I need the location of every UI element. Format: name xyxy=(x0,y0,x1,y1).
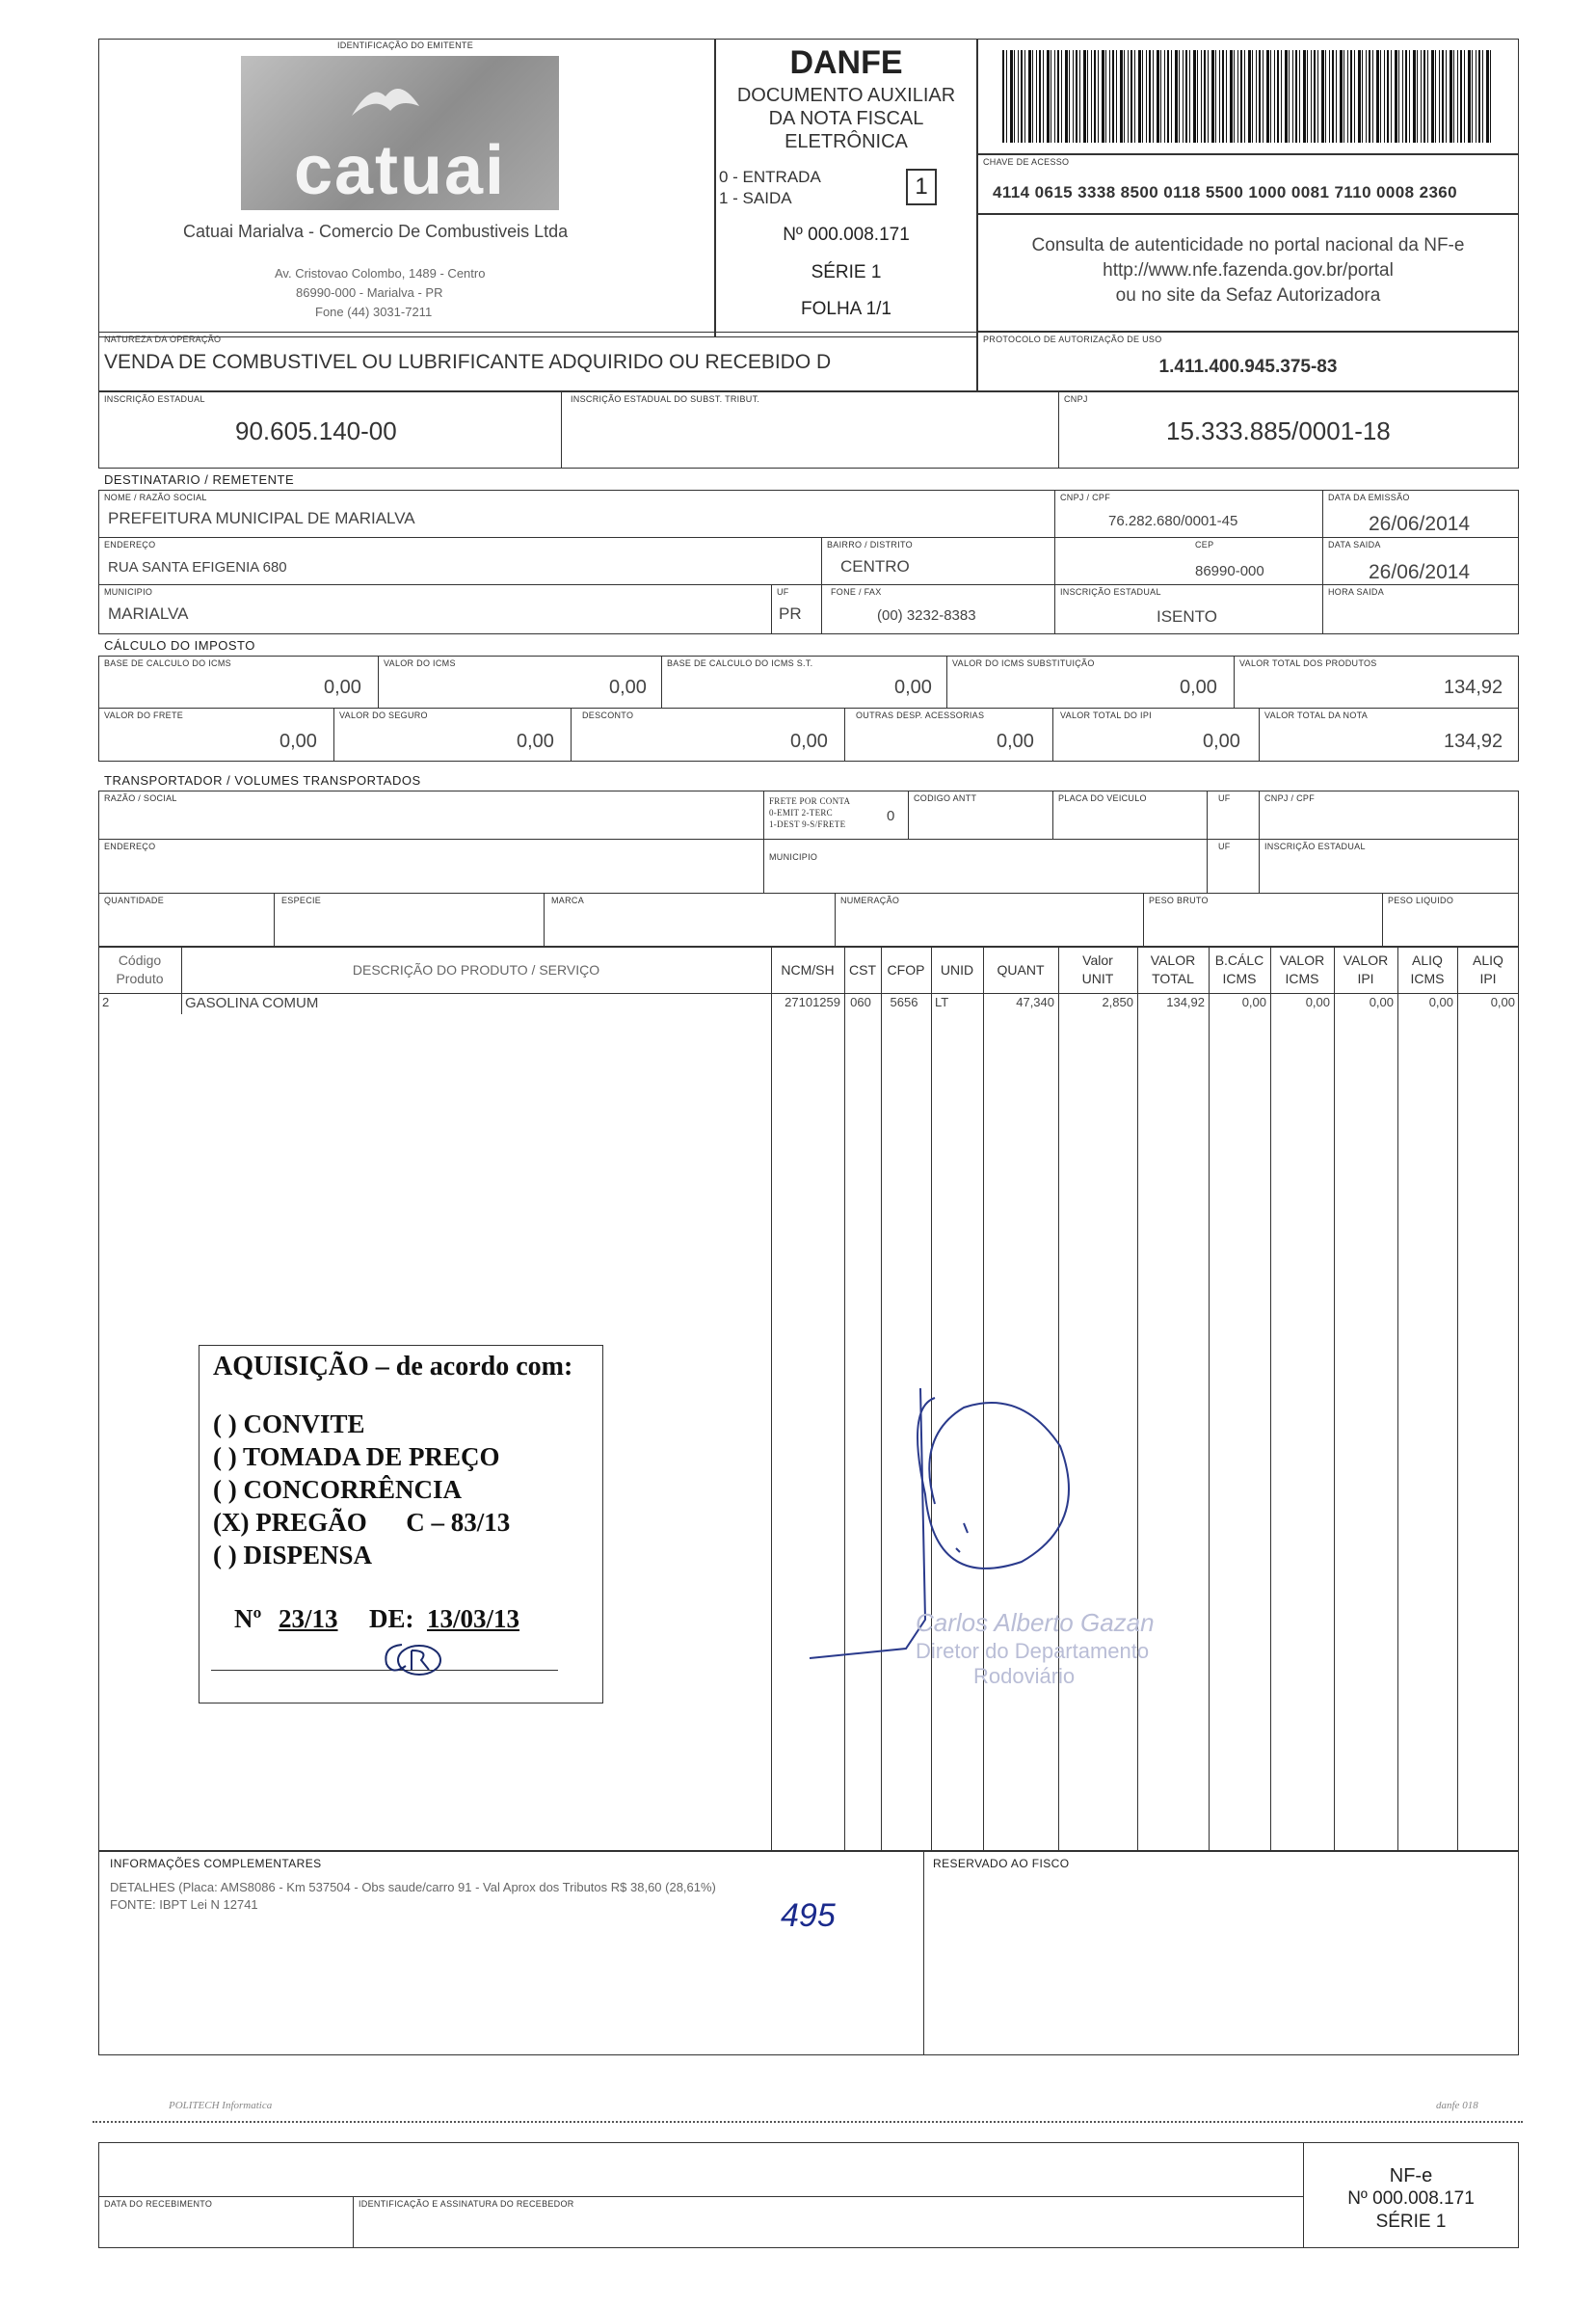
cut-line xyxy=(93,2121,1523,2123)
divider xyxy=(1052,708,1053,762)
desconto-value: 0,00 xyxy=(790,731,828,752)
table-column-divider xyxy=(1209,947,1210,1851)
divider xyxy=(835,893,836,947)
transp-municipio-label: MUNICIPIO xyxy=(769,852,818,862)
dest-ie: ISENTO xyxy=(1157,607,1217,626)
table-cell: 27101259 xyxy=(785,995,840,1009)
aquisicao-stamp xyxy=(199,1345,603,1703)
divider xyxy=(98,993,1519,994)
divider xyxy=(661,656,662,708)
transp-endereco-label: ENDEREÇO xyxy=(104,842,156,851)
divider xyxy=(923,1851,924,2055)
stamp-option-tomada: ( ) TOMADA DE PREÇO xyxy=(213,1442,500,1471)
peso-liquido-label: PESO LIQUIDO xyxy=(1388,896,1454,905)
emitente-section-label: IDENTIFICAÇÃO DO EMITENTE xyxy=(337,40,474,50)
divider xyxy=(274,893,275,947)
dest-cnpj-label: CNPJ / CPF xyxy=(1060,493,1111,502)
table-header-cell: NCM/SH xyxy=(781,962,835,978)
table-cell: 2 xyxy=(102,995,110,1009)
total-ipi-value: 0,00 xyxy=(1203,731,1240,752)
dest-endereco: RUA SANTA EFIGENIA 680 xyxy=(108,559,287,576)
peso-bruto-label: PESO BRUTO xyxy=(1149,896,1209,905)
table-header-cell: Valor UNIT xyxy=(1081,952,1114,986)
outras-value: 0,00 xyxy=(997,731,1034,752)
table-column-divider xyxy=(1334,947,1335,1851)
signature-stamp-line1: Carlos Alberto Gazan xyxy=(916,1608,1155,1637)
fisco-label: RESERVADO AO FISCO xyxy=(933,1857,1070,1870)
danfe-title: DANFE xyxy=(789,44,903,81)
table-header-cell: ALIQ IPI xyxy=(1473,952,1503,986)
emitente-address1: Av. Cristovao Colombo, 1489 - Centro xyxy=(275,266,486,281)
dest-bairro: CENTRO xyxy=(840,557,910,576)
total-nota-label: VALOR TOTAL DA NOTA xyxy=(1264,711,1369,720)
frete-value: 0 xyxy=(887,808,895,824)
transp-cnpj-label: CNPJ / CPF xyxy=(1264,793,1316,803)
frete-value: 0,00 xyxy=(279,731,317,752)
dest-fone-label: FONE / FAX xyxy=(831,587,882,597)
stamp-data-label: DE: xyxy=(369,1604,414,1633)
table-header-cell: CFOP xyxy=(887,962,925,978)
divider xyxy=(1207,791,1208,893)
stamp-option-dispensa: ( ) DISPENSA xyxy=(213,1541,373,1569)
tipo-box: 1 xyxy=(906,169,937,205)
table-column-divider xyxy=(1397,947,1398,1851)
valor-icms-value: 0,00 xyxy=(609,677,647,698)
divider xyxy=(98,708,1519,709)
transportador-section: TRANSPORTADOR / VOLUMES TRANSPORTADOS xyxy=(104,773,421,788)
table-column-divider xyxy=(1270,947,1271,1851)
base-icms-st-label: BASE DE CALCULO DO ICMS S.T. xyxy=(667,658,813,668)
total-produtos-value: 134,92 xyxy=(1444,677,1503,698)
table-cell: 2,850 xyxy=(1102,995,1133,1009)
icms-subst-value: 0,00 xyxy=(1180,677,1217,698)
dest-cep-label: CEP xyxy=(1195,540,1214,550)
table-cell: 134,92 xyxy=(1166,995,1205,1009)
consulta-line1: Consulta de autenticidade no portal nacional da NF-e xyxy=(1031,235,1465,255)
table-column-divider xyxy=(181,947,182,1014)
danfe-subtitle-2: DA NOTA FISCAL xyxy=(768,108,924,129)
divider xyxy=(98,584,1519,585)
saida-label: 1 - SAIDA xyxy=(719,189,792,207)
consulta-line2: http://www.nfe.fazenda.gov.br/portal xyxy=(1103,260,1394,281)
dest-emissao: 26/06/2014 xyxy=(1369,513,1471,535)
danfe-subtitle-3: ELETRÔNICA xyxy=(785,131,908,152)
danfe-folha: FOLHA 1/1 xyxy=(801,299,891,319)
footer-right: danfe 018 xyxy=(1436,2100,1478,2111)
base-icms-label: BASE DE CALCULO DO ICMS xyxy=(104,658,231,668)
table-cell: 0,00 xyxy=(1428,995,1453,1009)
table-header-cell: QUANT xyxy=(997,962,1045,978)
table-cell: LT xyxy=(935,995,949,1009)
stamp-initials xyxy=(373,1637,450,1679)
dest-hora-label: HORA SAIDA xyxy=(1328,587,1385,597)
table-header-cell: VALOR ICMS xyxy=(1279,952,1325,986)
dest-emissao-label: DATA DA EMISSÃO xyxy=(1328,493,1410,502)
stamp-option-concorrencia: ( ) CONCORRÊNCIA xyxy=(213,1475,462,1504)
logo-text: catuai xyxy=(293,132,507,209)
razao-label: RAZÃO / SOCIAL xyxy=(104,793,177,803)
informacoes-line2: FONTE: IBPT Lei N 12741 xyxy=(110,1897,258,1912)
protocolo-label: PROTOCOLO DE AUTORIZAÇÃO DE USO xyxy=(983,335,1162,344)
dest-endereco-label: ENDEREÇO xyxy=(104,540,156,550)
cnpj-label: CNPJ xyxy=(1064,394,1088,404)
divider xyxy=(353,2196,354,2248)
divider xyxy=(98,893,1519,894)
divider xyxy=(1058,391,1059,469)
numeracao-label: NUMERAÇÃO xyxy=(840,896,900,905)
table-cell: 47,340 xyxy=(1016,995,1054,1009)
handwritten-number: 495 xyxy=(781,1897,836,1934)
stamp-data: 13/03/13 xyxy=(427,1604,520,1633)
icms-subst-label: VALOR DO ICMS SUBSTITUIÇÃO xyxy=(952,658,1095,668)
table-cell: GASOLINA COMUM xyxy=(185,995,319,1011)
emitente-name: Catuai Marialva - Comercio De Combustiveis Ltda xyxy=(183,222,569,241)
divider xyxy=(1054,490,1055,634)
ie-value: 90.605.140-00 xyxy=(235,416,397,445)
divider xyxy=(378,656,379,708)
divider xyxy=(946,656,947,708)
stamp-numero: 23/13 xyxy=(279,1604,338,1633)
table-header-cell: UNID xyxy=(940,962,974,978)
chave-label: CHAVE DE ACESSO xyxy=(983,157,1070,167)
danfe-box xyxy=(715,39,977,337)
signature-stamp-line3: Rodoviário xyxy=(973,1664,1076,1688)
frete-line1: FRETE POR CONTA xyxy=(769,796,851,806)
seguro-value: 0,00 xyxy=(517,731,554,752)
total-nota-value: 134,92 xyxy=(1444,731,1503,752)
entrada-label: 0 - ENTRADA xyxy=(719,168,821,186)
divider xyxy=(333,708,334,762)
dest-nome: PREFEITURA MUNICIPAL DE MARIALVA xyxy=(108,509,415,527)
dest-saida-label: DATA SAIDA xyxy=(1328,540,1381,550)
table-column-divider xyxy=(1457,947,1458,1851)
natureza-value: VENDA DE COMBUSTIVEL OU LUBRIFICANTE ADQUIRIDO OU RECEBIDO D xyxy=(104,351,832,373)
danfe-subtitle-1: DOCUMENTO AUXILIAR xyxy=(736,85,956,106)
divider xyxy=(571,708,572,762)
footer-left: POLITECH Informatica xyxy=(169,2100,273,2111)
signature-stamp-line2: Diretor do Departamento xyxy=(916,1639,1150,1663)
table-header-cell: DESCRIÇÃO DO PRODUTO / SERVIÇO xyxy=(352,962,600,978)
quantidade-label: QUANTIDADE xyxy=(104,896,165,905)
chave-value: 4114 0615 3338 8500 0118 5500 1000 0081 7110 0008 2360 xyxy=(993,183,1458,201)
stamp-option-pregao: (X) PREGÃO C – 83/13 xyxy=(213,1508,511,1537)
stamp-title: AQUISIÇÃO – de acordo com: xyxy=(213,1352,573,1382)
dest-municipio-label: MUNICIPIO xyxy=(104,587,153,597)
informacoes-label: INFORMAÇÕES COMPLEMENTARES xyxy=(110,1857,322,1870)
table-header-cell: VALOR IPI xyxy=(1343,952,1389,986)
table-cell: 0,00 xyxy=(1241,995,1266,1009)
divider xyxy=(544,893,545,947)
divider xyxy=(98,839,1519,840)
divider xyxy=(1259,708,1260,762)
barcode xyxy=(1002,50,1494,143)
dest-uf-label: UF xyxy=(777,587,789,597)
table-cell: 0,00 xyxy=(1490,995,1515,1009)
outras-label: OUTRAS DESP. ACESSORIAS xyxy=(856,711,985,720)
total-ipi-label: VALOR TOTAL DO IPI xyxy=(1060,711,1152,720)
desconto-label: DESCONTO xyxy=(582,711,634,720)
frete-line3: 1-DEST 9-S/FRETE xyxy=(769,819,846,829)
divider xyxy=(1052,791,1053,839)
divider xyxy=(1382,893,1383,947)
stamp-option-convite: ( ) CONVITE xyxy=(213,1409,365,1438)
especie-label: ESPECIE xyxy=(281,896,322,905)
stamp-numero-label: Nº xyxy=(234,1604,262,1633)
seguro-label: VALOR DO SEGURO xyxy=(339,711,428,720)
divider xyxy=(98,2196,1303,2197)
dest-ie-label: INSCRIÇÃO ESTADUAL xyxy=(1060,587,1161,597)
frete-label: VALOR DO FRETE xyxy=(104,711,184,720)
dest-saida: 26/06/2014 xyxy=(1369,561,1471,583)
transp-uf2-label: UF xyxy=(1218,842,1231,851)
transp-ie-label: INSCRIÇÃO ESTADUAL xyxy=(1264,842,1366,851)
dest-nome-label: NOME / RAZÃO SOCIAL xyxy=(104,493,207,502)
data-recebimento-label: DATA DO RECEBIMENTO xyxy=(104,2199,213,2209)
table-cell: 0,00 xyxy=(1369,995,1394,1009)
ident-recebedor-label: IDENTIFICAÇÃO E ASSINATURA DO RECEBEDOR xyxy=(359,2199,574,2209)
divider xyxy=(1234,656,1235,708)
transp-uf-label: UF xyxy=(1218,793,1231,803)
divider xyxy=(561,391,562,469)
base-icms-st-value: 0,00 xyxy=(894,677,932,698)
ie-label: INSCRIÇÃO ESTADUAL xyxy=(104,394,205,404)
table-header-cell: VALOR TOTAL xyxy=(1150,952,1196,986)
cnpj-value: 15.333.885/0001-18 xyxy=(1166,416,1391,445)
divider xyxy=(98,537,1519,538)
frete-line2: 0-EMIT 2-TERC xyxy=(769,808,833,818)
divider xyxy=(844,708,845,762)
canhoto-nfe: NF-e xyxy=(1389,2165,1433,2186)
emitente-phone: Fone (44) 3031-7211 xyxy=(315,305,433,319)
canhoto-numero: Nº 000.008.171 xyxy=(1347,2188,1475,2209)
imposto-section: CÁLCULO DO IMPOSTO xyxy=(104,638,255,653)
valor-icms-label: VALOR DO ICMS xyxy=(384,658,456,668)
danfe-serie: SÉRIE 1 xyxy=(811,262,882,282)
table-header-cell: CST xyxy=(849,962,876,978)
table-cell: 5656 xyxy=(890,995,918,1009)
table-cell: 060 xyxy=(850,995,871,1009)
total-produtos-label: VALOR TOTAL DOS PRODUTOS xyxy=(1239,658,1377,668)
divider xyxy=(1259,791,1260,893)
placa-label: PLACA DO VEICULO xyxy=(1058,793,1147,803)
base-icms-value: 0,00 xyxy=(324,677,361,698)
dest-cnpj: 76.282.680/0001-45 xyxy=(1108,513,1238,529)
protocolo-value: 1.411.400.945.375-83 xyxy=(1158,357,1338,377)
dest-bairro-label: BAIRRO / DISTRITO xyxy=(827,540,913,550)
canhoto-serie: SÉRIE 1 xyxy=(1375,2212,1447,2232)
table-header-cell: Código Produto xyxy=(116,952,164,986)
divider xyxy=(1143,893,1144,947)
antt-label: CODIGO ANTT xyxy=(914,793,977,803)
consulta-line3: ou no site da Sefaz Autorizadora xyxy=(1115,285,1381,306)
divider xyxy=(908,791,909,839)
danfe-numero: Nº 000.008.171 xyxy=(783,225,910,245)
divider xyxy=(771,584,772,634)
table-header-cell: ALIQ ICMS xyxy=(1410,952,1445,986)
divider xyxy=(763,791,764,893)
company-logo xyxy=(241,56,559,210)
destinatario-section: DESTINATARIO / REMETENTE xyxy=(104,472,295,487)
natureza-label: NATUREZA DA OPERAÇÃO xyxy=(104,335,222,344)
dest-municipio: MARIALVA xyxy=(108,604,189,623)
marca-label: MARCA xyxy=(551,896,585,905)
dest-uf: PR xyxy=(779,604,802,623)
bird-icon xyxy=(347,77,424,125)
table-header-cell: B.CÁLC ICMS xyxy=(1214,952,1264,986)
ie-st-label: INSCRIÇÃO ESTADUAL DO SUBST. TRIBUT. xyxy=(571,394,760,404)
informacoes-line1: DETALHES (Placa: AMS8086 - Km 537504 - Obs saude/carro 91 - Val Aprox dos Tributos R$ 38,60 (28,61%) xyxy=(110,1880,716,1894)
emitente-address2: 86990-000 - Marialva - PR xyxy=(296,285,443,300)
table-cell: 0,00 xyxy=(1305,995,1330,1009)
dest-fone: (00) 3232-8383 xyxy=(877,607,976,624)
divider xyxy=(1322,490,1323,634)
divider xyxy=(821,584,822,634)
dest-cep: 86990-000 xyxy=(1195,563,1264,579)
